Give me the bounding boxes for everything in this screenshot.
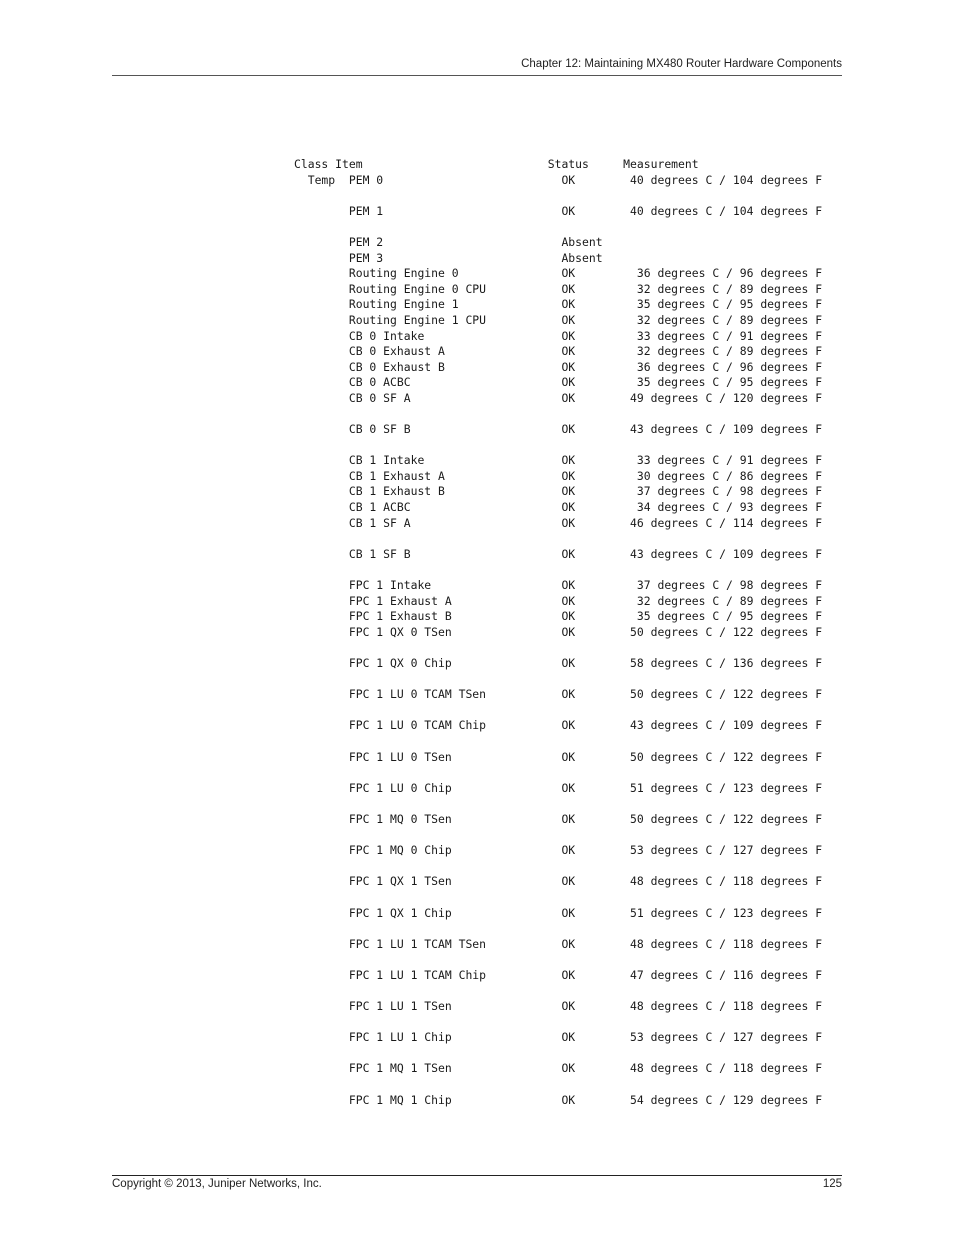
cli-output-line: CB 0 Exhaust B OK 36 degrees C / 96 degrees F [294,359,823,374]
cli-output-line: FPC 1 Intake OK 37 degrees C / 98 degrees F [294,578,823,593]
cli-output-line: PEM 2 Absent [294,234,603,249]
cli-output-line: FPC 1 LU 1 Chip OK 53 degrees C / 127 degrees F [294,1030,823,1045]
footer-divider [112,1175,842,1176]
cli-output-line: FPC 1 MQ 1 Chip OK 54 degrees C / 129 degrees F [294,1092,823,1107]
cli-output-line: FPC 1 QX 1 TSen OK 48 degrees C / 118 degrees F [294,874,823,889]
cli-output-line: FPC 1 MQ 1 TSen OK 48 degrees C / 118 degrees F [294,1061,823,1076]
cli-output-line: FPC 1 MQ 0 TSen OK 50 degrees C / 122 degrees F [294,811,823,826]
copyright-notice: Copyright © 2013, Juniper Networks, Inc. [112,1178,322,1190]
cli-output-line: CB 0 Intake OK 33 degrees C / 91 degrees F [294,328,823,343]
chapter-header: Chapter 12: Maintaining MX480 Router Hardware Components [521,58,842,70]
page-number: 125 [822,1178,842,1190]
cli-output-line: Routing Engine 0 CPU OK 32 degrees C / 89 degrees F [294,281,823,296]
cli-output-line: FPC 1 Exhaust A OK 32 degrees C / 89 degrees F [294,593,823,608]
cli-output-line: CB 1 Exhaust A OK 30 degrees C / 86 degrees F [294,468,823,483]
cli-output-line: FPC 1 Exhaust B OK 35 degrees C / 95 degrees F [294,609,823,624]
cli-output-line: FPC 1 QX 0 Chip OK 58 degrees C / 136 degrees F [294,656,823,670]
cli-output-line: FPC 1 LU 1 TCAM Chip OK 47 degrees C / 116 degrees F [294,967,823,982]
cli-output-line: FPC 1 MQ 0 Chip OK 53 degrees C / 127 degrees F [294,843,823,858]
cli-output-line: FPC 1 LU 0 TCAM TSen OK 50 degrees C / 122 degrees F [294,687,823,702]
cli-output-line: Routing Engine 1 OK 35 degrees C / 95 degrees F [294,297,823,312]
cli-output-line: FPC 1 LU 0 TSen OK 50 degrees C / 122 degrees F [294,749,823,764]
cli-output-line: CB 0 SF B OK 43 degrees C / 109 degrees F [294,422,823,437]
cli-output-line: CB 1 Intake OK 33 degrees C / 91 degrees F [294,453,823,468]
cli-output-line: Temp PEM 0 OK 40 degrees C / 104 degrees F [294,172,823,187]
header-divider [112,75,842,76]
cli-output-line: PEM 1 OK 40 degrees C / 104 degrees F [294,203,823,218]
cli-output-line: FPC 1 LU 0 Chip OK 51 degrees C / 123 degrees F [294,780,823,795]
cli-output-line: CB 1 ACBC OK 34 degrees C / 93 degrees F [294,500,823,515]
cli-output-line: CB 0 Exhaust A OK 32 degrees C / 89 degrees F [294,344,823,359]
cli-output-line: CB 1 SF A OK 46 degrees C / 114 degrees F [294,515,823,530]
cli-output-line: CB 1 SF B OK 43 degrees C / 109 degrees F [294,546,823,561]
cli-output-line: FPC 1 LU 1 TCAM TSen OK 48 degrees C / 118 degrees F [294,936,823,951]
cli-output-line: CB 0 ACBC OK 35 degrees C / 95 degrees F [294,375,823,390]
cli-output-block [294,157,822,1108]
cli-output-line: FPC 1 LU 1 TSen OK 48 degrees C / 118 degrees F [294,999,823,1014]
cli-output-line: FPC 1 LU 0 TCAM Chip OK 43 degrees C / 109 degrees F [294,718,823,733]
cli-output-line: Routing Engine 1 CPU OK 32 degrees C / 89 degrees F [294,312,823,327]
cli-output-line: CB 1 Exhaust B OK 37 degrees C / 98 degrees F [294,484,823,499]
cli-output-line: CB 0 SF A OK 49 degrees C / 120 degrees F [294,390,823,405]
cli-header-row: Class Item Status Measurement [294,157,699,171]
cli-output-line: FPC 1 QX 0 TSen OK 50 degrees C / 122 degrees F [294,624,823,639]
cli-output-line: FPC 1 QX 1 Chip OK 51 degrees C / 123 degrees F [294,905,823,920]
cli-output-line: PEM 3 Absent [294,250,603,265]
cli-output-line: Routing Engine 0 OK 36 degrees C / 96 degrees F [294,266,823,281]
